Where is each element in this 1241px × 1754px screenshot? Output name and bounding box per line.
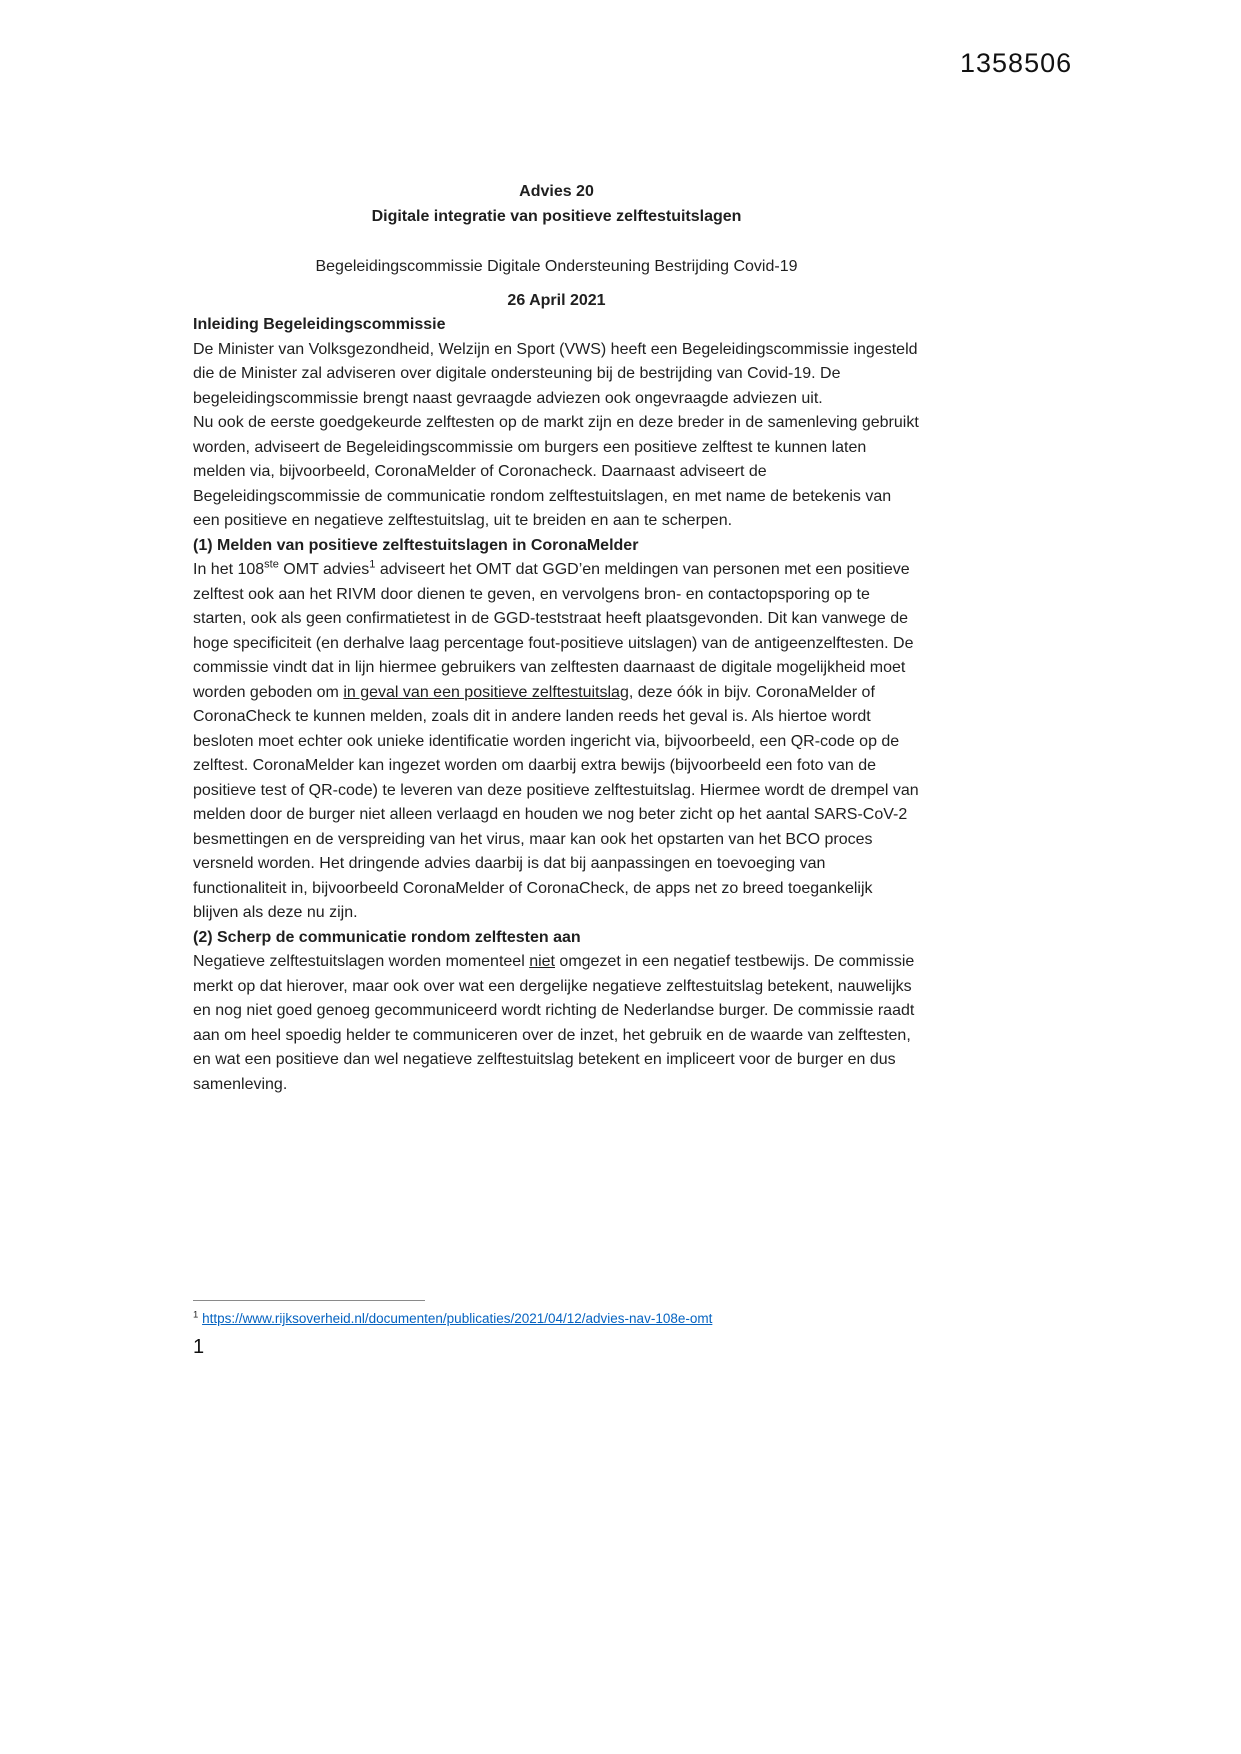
section-heading-2: (2) Scherp de communicatie rondom zelftesten aan (193, 928, 581, 946)
paragraph-inleiding-1: De Minister van Volksgezondheid, Welzijn en Sport (VWS) heeft een Begeleidingscommissie ingesteld die de Minister zal adviseren over digitale ondersteuning bij de bestrijding van Covid-19. De begeleidingscommissie brengt naast gevraagde adviezen ook ongevraagde adviezen uit. (193, 340, 918, 407)
footnote-link[interactable]: https://www.rijksoverheid.nl/documenten/publicaties/2021/04/12/advies-nav-108e-omt (202, 1311, 713, 1326)
document-subtitle: Digitale integratie van positieve zelftestuitslagen (371, 207, 742, 225)
paragraph-inleiding-2: Nu ook de eerste goedgekeurde zelftesten op de markt zijn en deze breder in de samenleving gebruikt worden, adviseert de Begeleidingscommissie om burgers een positieve zelftest te kunnen laten melden via, bijvoorbeeld, CoronaMelder of Coronacheck. Daarnaast adviseert de Begeleidingscommissie de communicatie rondom zelftestuitslagen, en met name de betekenis van een positieve en negatieve zelftestuitslag, uit te breiden en aan te scherpen. (193, 414, 919, 529)
document-body (193, 180, 920, 1097)
footnote (193, 1310, 920, 1328)
committee-name: Begeleidingscommissie Digitale Ondersteuning Bestrijding Covid-19 (315, 258, 798, 275)
document-title: Advies 20 (519, 183, 594, 200)
document-date: 26 April 2021 (507, 291, 606, 309)
footnote-marker: 1 (193, 1309, 199, 1321)
footnote-area (193, 1300, 920, 1359)
paragraph-section-1: In het 108ste OMT advies$^1$ adviseert het OMT dat GGD’en meldingen van personen met een positieve zelftest ook aan het RIVM door dienen te geven, en vervolgens bron- en contactopsporing op te starten, ook als geen confirmatietest in de GGD-teststraat heeft plaatsgevonden. Dit kan vanwege de hoge specificiteit (en derhalve laag percentage fout-positieve uitslagen) van de antigeenzelftesten. De commissie vindt dat in lijn hiermee gebruikers van zelftesten daarnaast de digitale mogelijkheid moet worden geboden om in geval van een positieve zelftestuitslag, deze óók in bijv. CoronaMelder of CoronaCheck te kunnen melden, zoals dit in andere landen reeds het geval is. Als hiertoe wordt besloten moet echter ook unieke identificatie worden ingericht via, bijvoorbeeld, een QR-code op de zelftest. CoronaMelder kan ingezet worden om daarbij extra bewijs (bijvoorbeeld een foto van de positieve test of QR-code) te leveren van deze positieve zelftestuitslag. Hiermee wordt de drempel van melden door de burger niet alleen verlaagd en houden we nog beter zicht op het aantal SARS-CoV-2 besmettingen en de verspreiding van het virus, maar kan ook het opstarten van het BCO proces versneld worden. Het dringende advies daarbij is dat bij aanpassingen en toevoeging van functionaliteit in, bijvoorbeeld CoronaMelder of CoronaCheck, de apps net zo breed toegankelijk blijven als deze nu zijn. (193, 558, 919, 921)
section-heading-1: (1) Melden van positieve zelftestuitslagen in CoronaMelder (193, 536, 639, 554)
page-number: 1 (193, 1336, 205, 1358)
section-heading-inleiding: Inleiding Begeleidingscommissie (193, 316, 446, 333)
document-stamp-number: 1358506 (960, 48, 1073, 78)
footnote-separator-rule (193, 1300, 425, 1301)
paragraph-section-2: Negatieve zelftestuitslagen worden momenteel niet omgezet in een negatief testbewijs. De commissie merkt op dat hierover, maar ook over wat een dergelijke negatieve zelftestuitslag betekent, nauwelijks en nog niet goed genoeg gecommuniceerd wordt richting de Nederlandse burger. De commissie raadt aan om heel spoedig helder te communiceren over de inzet, het gebruik en de waarde van zelftesten, en wat een positieve dan wel negatieve zelftestuitslag betekent en impliceert voor de burger en dus samenleving. (193, 953, 915, 1093)
